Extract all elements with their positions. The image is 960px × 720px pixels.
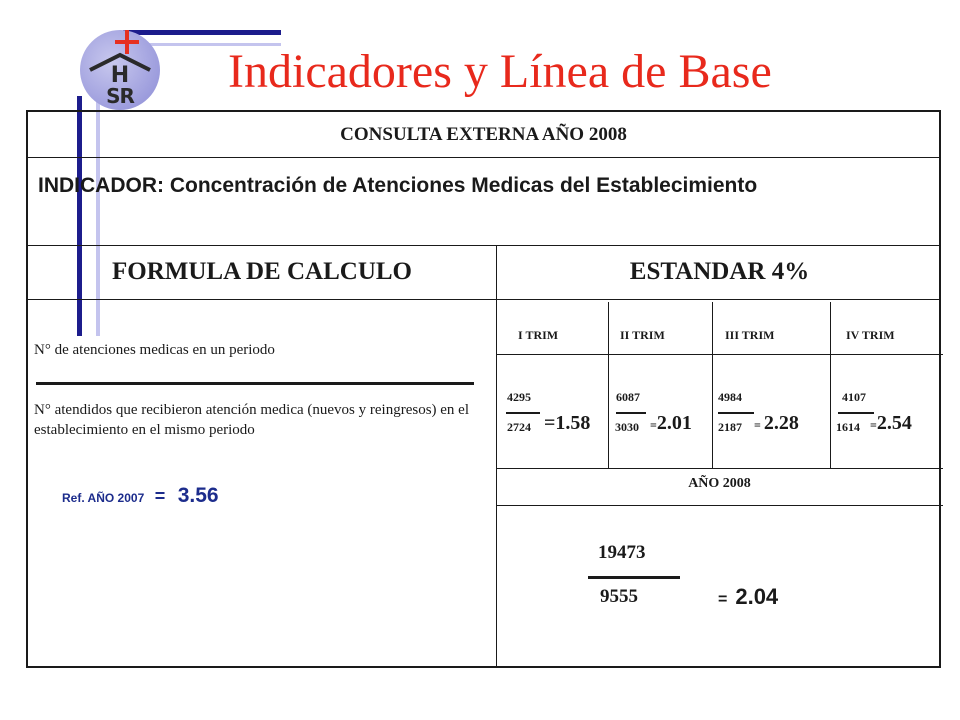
quarter-numerator: 4107 [842, 390, 866, 404]
quarter-numerator: 4984 [718, 390, 742, 404]
section-row [28, 112, 939, 158]
total-denominator: 9555 [600, 586, 638, 607]
quarter-label: II TRIM [620, 328, 665, 342]
fraction-bar [506, 412, 540, 414]
row-divider [496, 354, 943, 355]
fraction-bar [616, 412, 646, 414]
hospital-logo [80, 30, 160, 110]
indicator-text: INDICADOR: Concentración de Atenciones Medicas del Establecimiento [38, 174, 758, 197]
page-title: Indicadores y Línea de Base [228, 45, 772, 98]
formula-numerator: N° de atenciones medicas en un periodo [34, 342, 275, 358]
formula-denominator: N° atendidos que recibieron atención medica (nuevos y reingresos) en el establecimiento en el mismo periodo [34, 402, 470, 438]
quarter-denominator: 3030 [615, 420, 639, 434]
reference-2007 [62, 484, 219, 508]
reference-value: 3.56 [177, 484, 219, 507]
standard-header: ESTANDAR 4% [629, 258, 810, 285]
total-value: 2.04 [735, 584, 779, 609]
formula-header: FORMULA DE CALCULO [111, 258, 412, 285]
fraction-bar [718, 412, 754, 414]
quarter-numerator: 6087 [616, 390, 640, 404]
row-divider [496, 505, 943, 506]
indicator-row [28, 158, 939, 246]
quarter-result: =2.01 [650, 412, 692, 434]
quarter-denominator: 1614 [836, 420, 860, 434]
quarter-divider [608, 302, 609, 468]
quarter-result: = 2.28 [754, 412, 799, 434]
quarter-label: I TRIM [518, 328, 559, 342]
fraction-bar [588, 576, 680, 579]
quarter-divider [712, 302, 713, 468]
quarter-label: IV TRIM [846, 328, 895, 342]
fraction-bar [36, 382, 474, 385]
reference-equals: = [154, 486, 166, 506]
row-divider [496, 468, 943, 469]
indicator-table [26, 110, 941, 668]
quarter-label: III TRIM [725, 328, 775, 342]
quarter-result: =2.54 [870, 412, 912, 434]
logo-letter-h: H [110, 63, 130, 88]
section-title: CONSULTA EXTERNA AÑO 2008 [340, 124, 627, 145]
column-divider [496, 246, 497, 300]
total-result [718, 584, 778, 610]
quarter-denominator: 2724 [507, 420, 531, 434]
quarter-denominator: 2187 [718, 420, 742, 434]
total-numerator: 19473 [598, 542, 646, 563]
total-equals: = [718, 591, 728, 608]
fraction-bar [838, 412, 874, 414]
quarter-result: =1.58 [544, 412, 591, 434]
header-row [28, 246, 939, 300]
quarter-divider [830, 302, 831, 468]
year-label: AÑO 2008 [688, 476, 751, 491]
reference-label: Ref. AÑO 2007 [62, 491, 145, 505]
logo-letters-sr: SR [106, 84, 134, 108]
quarter-numerator: 4295 [507, 390, 531, 404]
